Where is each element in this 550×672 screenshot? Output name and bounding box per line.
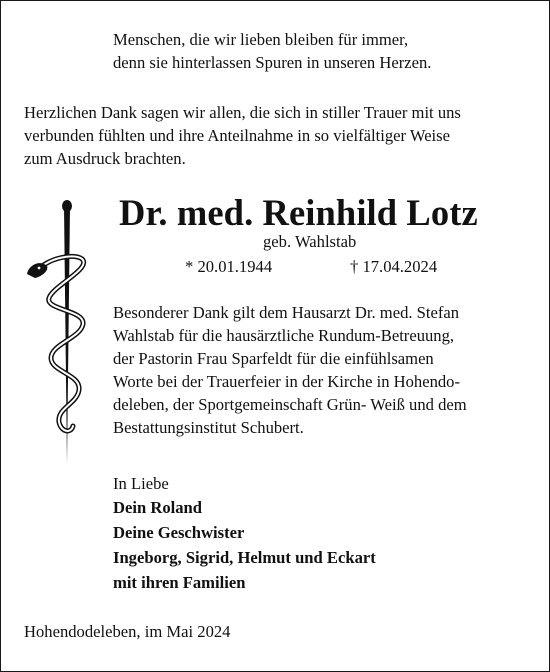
special-thanks-line-2: Wahlstab für die hausärztliche Rundum-Betreuung, xyxy=(113,326,455,345)
signature-line-2: Deine Geschwister xyxy=(113,523,245,542)
special-thanks-line-3: der Pastorin Frau Sparfeldt für die einfühlsamen xyxy=(113,349,434,368)
thanks-line-3: zum Ausdruck brachten. xyxy=(24,149,186,168)
signature-intro: In Liebe xyxy=(113,474,169,493)
thanks-line-1: Herzlichen Dank sagen wir allen, die sich in stiller Trauer mit uns xyxy=(24,103,461,122)
signature-line-4: mit ihren Familien xyxy=(113,573,246,592)
birth-date: * 20.01.1944 xyxy=(185,257,273,276)
special-thanks-line-4: Worte bei der Trauerfeier in der Kirche in Hohendo- xyxy=(113,372,461,391)
quote-line-2: denn sie hinterlassen Spuren in unseren Herzen. xyxy=(113,53,432,72)
staff-of-asclepius-icon xyxy=(23,194,93,469)
maiden-name: geb. Wahlstab xyxy=(263,232,357,251)
signature-line-3: Ingeborg, Sigrid, Helmut und Eckart xyxy=(113,548,376,567)
place-date: Hohendodeleben, im Mai 2024 xyxy=(24,622,231,641)
quote-line-1: Menschen, die wir lieben bleiben für immer, xyxy=(113,30,409,49)
special-thanks-line-6: Bestattungsinstitut Schubert. xyxy=(113,418,304,437)
special-thanks-line-1: Besonderer Dank gilt dem Hausarzt Dr. med. Stefan xyxy=(113,303,460,322)
death-date: † 17.04.2024 xyxy=(350,257,438,276)
special-thanks-line-5: deleben, der Sportgemeinschaft Grün- Weiß und dem xyxy=(113,395,467,414)
signature-line-1: Dein Roland xyxy=(113,498,202,517)
deceased-name: Dr. med. Reinhild Lotz xyxy=(119,192,478,233)
thanks-line-2: verbunden fühlten und ihre Anteilnahme in so vielfältiger Weise xyxy=(24,126,450,145)
